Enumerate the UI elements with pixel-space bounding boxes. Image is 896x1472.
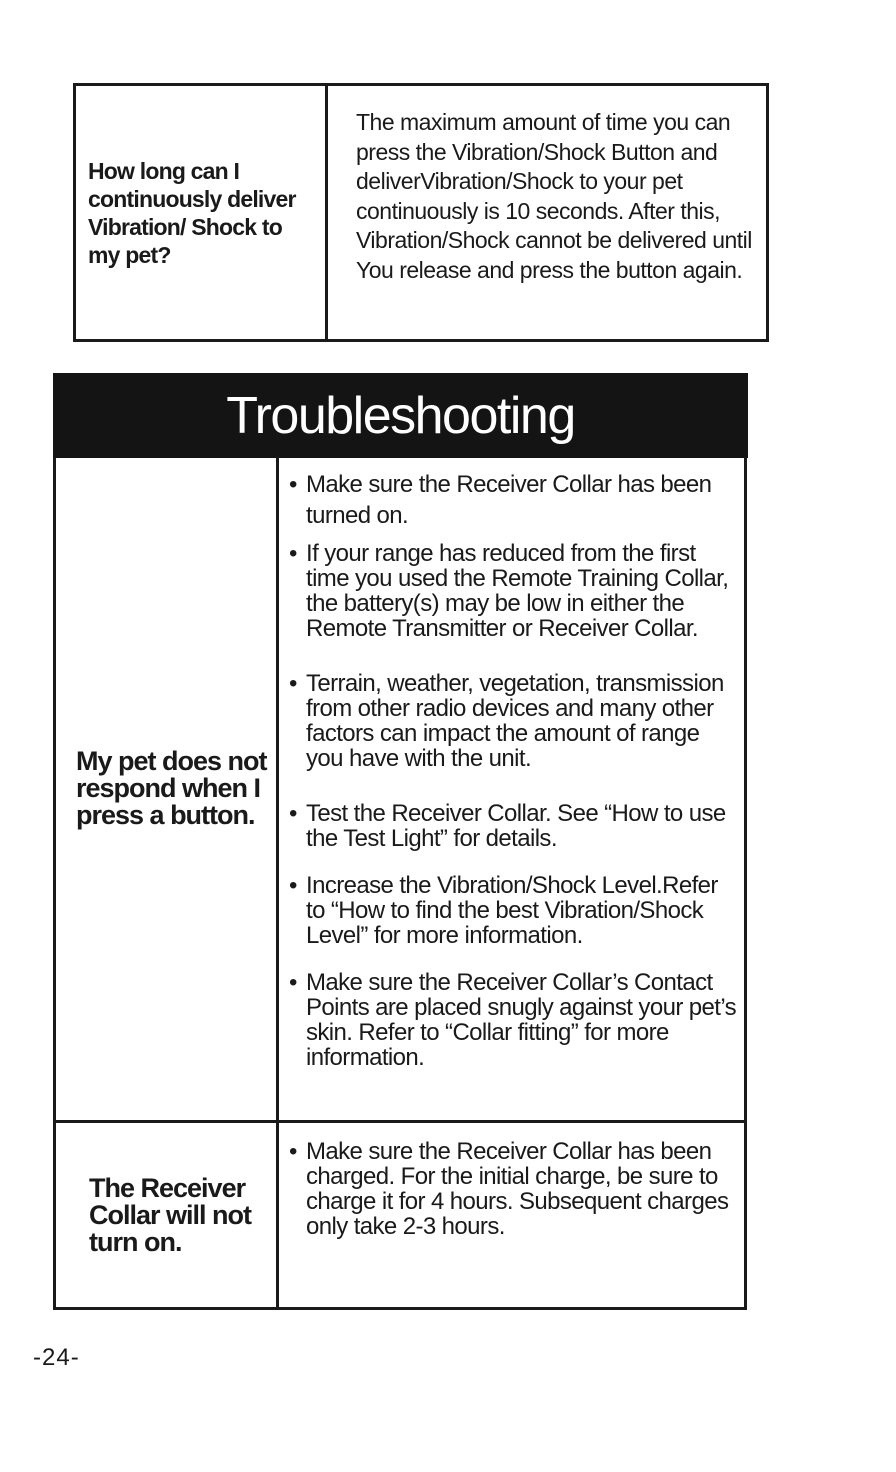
solution-item: • Make sure the Receiver Collar has been charged. For the initial charge, be sure to charge it for 4 hours. Subsequent charges only take 2-3 hours. <box>289 1138 729 1240</box>
bullet-icon: • <box>289 471 297 498</box>
bullet-icon: • <box>289 969 297 996</box>
solution-item: • Terrain, weather, vegetation, transmission from other radio devices and many other factors can impact the amount of range you have with the unit. <box>289 670 724 772</box>
solution-item: • Make sure the Receiver Collar’s Contact Points are placed snugly against your pet’s skin. Refer to “Collar fitting” for more information. <box>289 969 737 1071</box>
solutions-cell <box>279 457 744 1120</box>
troubleshooting-title: Troubleshooting <box>53 373 748 458</box>
troubleshooting-row <box>56 457 744 1123</box>
bullet-icon: • <box>289 540 297 567</box>
solutions-cell <box>279 1123 744 1307</box>
problem-cell: My pet does not respond when I press a button. <box>56 457 279 1120</box>
bullet-icon: • <box>289 800 297 827</box>
faq-table <box>73 83 769 342</box>
troubleshooting-row <box>56 1123 744 1307</box>
faq-answer: The maximum amount of time you can press the Vibration/Shock Button and deliverVibration/Shock to your pet continuously is 10 seconds. After this, Vibration/Shock cannot be delivered until You release and press the button again. <box>356 109 752 283</box>
solution-item: • Increase the Vibration/Shock Level.Refer to “How to find the best Vibration/Shock Level” for more information. <box>289 872 718 949</box>
troubleshooting-table <box>53 457 747 1310</box>
problem-cell: The Receiver Collar will not turn on. <box>56 1123 279 1307</box>
solution-item: • If your range has reduced from the first time you used the Remote Training Collar, the battery(s) may be low in either the Remote Transmitter or Receiver Collar. <box>289 540 729 642</box>
bullet-icon: • <box>289 1138 297 1165</box>
bullet-icon: • <box>289 872 297 899</box>
solution-item: • Test the Receiver Collar. See “How to use the Test Light” for details. <box>289 800 726 852</box>
faq-question: How long can I continuously deliver Vibration/ Shock to my pet? <box>76 86 328 339</box>
page-number: -24- <box>33 1344 80 1371</box>
bullet-icon: • <box>289 670 297 697</box>
solution-item: • Make sure the Receiver Collar has been turned on. <box>289 471 712 529</box>
